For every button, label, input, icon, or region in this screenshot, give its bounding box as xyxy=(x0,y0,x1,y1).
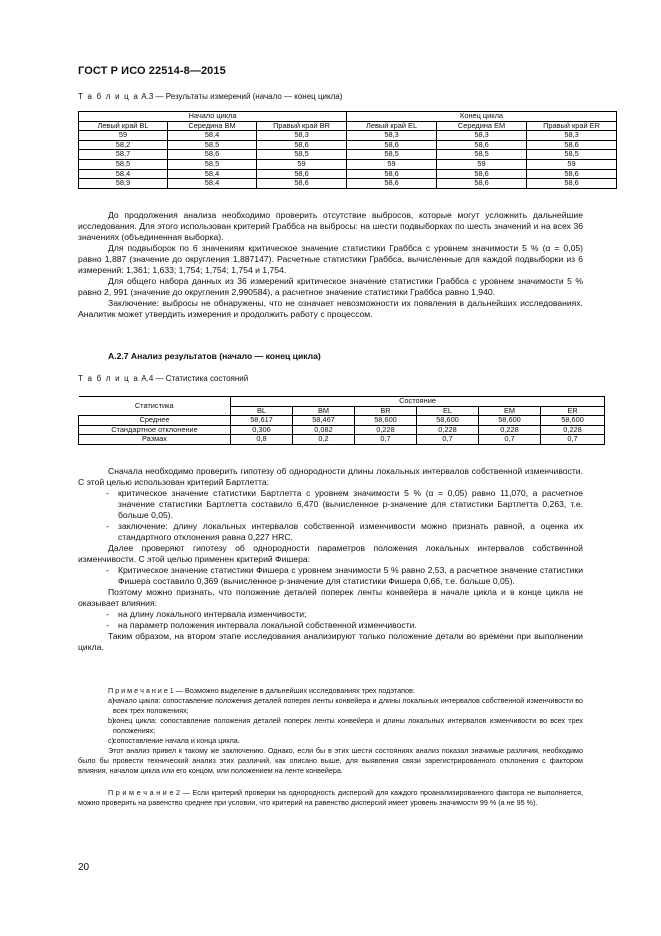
list-dash: - xyxy=(106,521,109,531)
table-row xyxy=(79,159,617,169)
section-title: А.2.7 Анализ результатов (начало — конец цикла) xyxy=(108,351,321,361)
table-cell: 0,2 xyxy=(293,435,355,445)
table-row xyxy=(79,150,617,160)
table-a4-col-header: BM xyxy=(293,406,355,416)
table-a4-stat-header: Статистика xyxy=(79,397,231,416)
table-a3-caption xyxy=(78,92,342,101)
table-cell: 58,4 xyxy=(168,179,257,189)
table-cell: 58,6 xyxy=(347,169,437,179)
list-text: Критическое значение статистики Фишера с уровнем значимости 5 % равно 2,53, а расчетное значение статистики Фишера составило 0,369 (вычисленное p-значение для статистики Фишера 0,66, т.е. больше 0,05). xyxy=(118,565,583,586)
table-cell: 59 xyxy=(347,159,437,169)
table-cell: 58,6 xyxy=(527,169,617,179)
table-cell: 58,3 xyxy=(347,131,437,141)
table-a4-caption xyxy=(78,374,248,383)
note-item xyxy=(78,716,583,736)
note-1-intro-text: — Возможно выделение в дальнейших исследованиях трех подэтапов: xyxy=(173,686,415,695)
table-row xyxy=(79,425,605,435)
list-text: на длину локального интервала изменчивости; xyxy=(118,609,307,619)
table-a3-header-row xyxy=(79,121,617,131)
paragraph: Далее проверяют гипотезу об однородности параметров положения локальных интервалов собственной изменчивости. С этой целью применен критерий Фишера: xyxy=(78,543,583,564)
table-row xyxy=(79,179,617,189)
paragraph: Для подвыборок по 6 значениям критическое значение статистики Граббса с уровнем значимости 5 % (α = 0,05) равно 1,887 (значение до округления 1,887147). Расчетные статистики Граббса, вычисленные для каждой подвыборки из 6 измерений: 1,361; 1,633; 1,754; 1,754; 1,754 и 1,754. xyxy=(78,243,583,275)
table-a4-col-header: ER xyxy=(541,406,605,416)
table-a3-group-end: Конец цикла xyxy=(347,112,617,122)
table-cell: 58,6 xyxy=(437,140,527,150)
list-item xyxy=(78,565,583,587)
table-row xyxy=(79,435,605,445)
list-item xyxy=(78,609,583,620)
table-cell: 58,6 xyxy=(437,179,527,189)
note-item-text: начало цикла: сопоставление положения деталей поперек ленты конвейера и длины локальных интервалов собственной изменчивости во всех трех положениях; xyxy=(113,696,583,715)
table-a4-col-header: EM xyxy=(479,406,541,416)
table-row xyxy=(79,140,617,150)
note-2 xyxy=(78,788,583,808)
note-item-marker: c) xyxy=(108,736,114,745)
paragraph: До продолжения анализа необходимо проверить отсутствие выбросов, которые могут усложнить дальнейшие исследования. Для этого использован критерий Граббса на выбросы: на шести подвыборках по шесть значений и на всех 36 значениях (объединенная выборка). xyxy=(78,210,583,242)
table-cell: 58,3 xyxy=(257,131,347,141)
note-2-text xyxy=(78,788,583,808)
row-label: Стандартное отклонение xyxy=(79,425,231,435)
table-a3-col-header: Середина EM xyxy=(437,121,527,131)
table-cell: 58,617 xyxy=(231,416,293,426)
table-cell: 58,6 xyxy=(347,140,437,150)
note-2-label: П р и м е ч а н и е 2 xyxy=(108,788,181,797)
table-cell: 58,3 xyxy=(437,131,527,141)
table-a4-caption-text: А.4 — Статистика состояний xyxy=(141,374,249,383)
note-2-body: — Если критерий проверки на однородность дисперсий для каждого проанализированного фактора не выполняется, можно проверить на равенство среднее при условии, что критерий на равенство дисперсий имеет уровень значимости 99 % (а не 95 %). xyxy=(78,788,583,807)
table-cell: 0,082 xyxy=(293,425,355,435)
table-cell: 0,228 xyxy=(541,425,605,435)
table-a4-group-header: Состояние xyxy=(231,397,605,407)
table-cell: 58,2 xyxy=(79,140,168,150)
table-a3-col-header: Правый край BR xyxy=(257,121,347,131)
table-cell: 58,5 xyxy=(168,140,257,150)
note-1-intro xyxy=(78,686,583,696)
table-cell: 58,4 xyxy=(79,169,168,179)
list-item xyxy=(78,521,583,543)
table-cell: 58,6 xyxy=(527,140,617,150)
note-1-label: П р и м е ч а н и е 1 xyxy=(108,686,174,695)
list-dash: - xyxy=(106,620,109,630)
table-cell: 0,7 xyxy=(541,435,605,445)
list-item xyxy=(78,488,583,521)
note-item-text: конец цикла: сопоставление положения деталей поперек ленты конвейера и длины локальных интервалов изменчивости во всех трех положениях; xyxy=(113,716,583,735)
table-cell: 59 xyxy=(257,159,347,169)
table-cell: 58,467 xyxy=(293,416,355,426)
table-cell: 0,306 xyxy=(231,425,293,435)
table-a4 xyxy=(78,396,605,445)
table-a3-col-header: Левый край EL xyxy=(347,121,437,131)
table-cell: 58,6 xyxy=(347,179,437,189)
note-item-text: сопоставление начала и конца цикла. xyxy=(113,736,240,745)
table-cell: 58,5 xyxy=(437,150,527,160)
analysis-text-2 xyxy=(78,466,583,653)
table-cell: 59 xyxy=(437,159,527,169)
page-number: 20 xyxy=(78,862,90,873)
table-cell: 58,4 xyxy=(168,131,257,141)
table-cell: 0,7 xyxy=(355,435,417,445)
table-a4-col-header: BR xyxy=(355,406,417,416)
list-dash: - xyxy=(106,565,109,575)
note-item xyxy=(78,696,583,716)
table-cell: 58,5 xyxy=(347,150,437,160)
document-header: ГОСТ Р ИСО 22514-8—2015 xyxy=(78,65,226,77)
table-cell: 0,8 xyxy=(231,435,293,445)
table-row xyxy=(79,416,605,426)
table-a4-col-header: BL xyxy=(231,406,293,416)
table-a3 xyxy=(78,111,617,189)
table-cell: 58,600 xyxy=(355,416,417,426)
note-item-marker: b) xyxy=(108,716,115,725)
row-label: Размах xyxy=(79,435,231,445)
list-dash: - xyxy=(106,488,109,498)
table-row xyxy=(79,131,617,141)
table-cell: 59 xyxy=(527,159,617,169)
table-a3-group-start: Начало цикла xyxy=(79,112,347,122)
list-text: заключение: длину локальных интервалов собственной изменчивости можно признать равной, а оценка их стандартного отклонения равна 0,227 HRC. xyxy=(118,521,583,542)
table-cell: 58,6 xyxy=(168,150,257,160)
table-cell: 58,6 xyxy=(257,169,347,179)
note-item xyxy=(78,736,583,746)
list-text: критическое значение статистики Бартлетта с уровнем значимости 5 % (α = 0,05) равно 11,070, а расчетное значение статистики Бартлетта составило 6,470 (вычисленное p-значение для статистики Бартлетта 0,263, т.е. больше 0,05). xyxy=(118,488,583,520)
table-cell: 58,600 xyxy=(541,416,605,426)
table-cell: 58,5 xyxy=(79,159,168,169)
table-cell: 0,228 xyxy=(355,425,417,435)
table-cell: 0,7 xyxy=(417,435,479,445)
table-a3-col-header: Середина BM xyxy=(168,121,257,131)
table-cell: 58,6 xyxy=(437,169,527,179)
paragraph: Для общего набора данных из 36 измерений критическое значение статистики Граббса с уровнем значимости 5 % равно 2, 991 (значение до округления 2,990584), а расчетное значение статистики Граббса равно 1,940. xyxy=(78,276,583,297)
table-cell: 58,6 xyxy=(257,140,347,150)
table-cell: 58,600 xyxy=(417,416,479,426)
table-a3-col-header: Правый край ER xyxy=(527,121,617,131)
table-cell: 58,7 xyxy=(79,150,168,160)
table-cell: 59 xyxy=(79,131,168,141)
table-cell: 58,5 xyxy=(168,159,257,169)
analysis-text-1 xyxy=(78,210,583,320)
table-a4-col-header: EL xyxy=(417,406,479,416)
list-dash: - xyxy=(106,609,109,619)
table-a3-col-header: Левый край BL xyxy=(79,121,168,131)
table-cell: 58,3 xyxy=(527,131,617,141)
row-label: Среднее xyxy=(79,416,231,426)
list-text: на параметр положения интервала локальной собственной изменчивости. xyxy=(118,620,417,630)
note-1 xyxy=(78,686,583,776)
table-a3-caption-text: А.3 — Результаты измерений (начало — конец цикла) xyxy=(141,92,343,101)
paragraph: Заключение: выбросы не обнаружены, что не означает невозможности их появления в дальнейших исследованиях. Аналитик может утвердить измерения и продолжить работу с процессом. xyxy=(78,298,583,319)
paragraph: Таким образом, на втором этапе исследования анализируют только положение детали во времени при выполнении цикла. xyxy=(78,631,583,652)
table-cell: 58,5 xyxy=(527,150,617,160)
table-cell: 58,5 xyxy=(257,150,347,160)
table-cell: 58,600 xyxy=(479,416,541,426)
paragraph: Поэтому можно признать, что положение деталей поперек ленты конвейера в начале цикла и в конце цикла не оказывает влияния: xyxy=(78,587,583,608)
table-a4-caption-prefix: Т а б л и ц а xyxy=(78,374,140,383)
table-cell: 0,7 xyxy=(479,435,541,445)
list-item xyxy=(78,620,583,631)
table-a3-caption-prefix: Т а б л и ц а xyxy=(78,92,140,101)
table-cell: 58,4 xyxy=(168,169,257,179)
table-cell: 0,228 xyxy=(417,425,479,435)
paragraph: Сначала необходимо проверить гипотезу об однородности длины локальных интервалов собственной изменчивости. С этой целью использован критерий Бартлетта: xyxy=(78,466,583,487)
note-1-tail: Этот анализ привел к такому же заключению. Однако, если бы в этих шести состояниях анализ показал значимые различия, необходимо было бы провести технический анализ этих различий, как описано выше, для выявления связи зарегистрированного отклонения с фактором влияния, началом цикла или его концом, или положением на ленте конвейера. xyxy=(78,746,583,775)
table-cell: 58,9 xyxy=(79,179,168,189)
table-cell: 58,6 xyxy=(527,179,617,189)
table-row xyxy=(79,169,617,179)
note-item-marker: a) xyxy=(108,696,115,705)
table-cell: 58,6 xyxy=(257,179,347,189)
table-cell: 0,228 xyxy=(479,425,541,435)
